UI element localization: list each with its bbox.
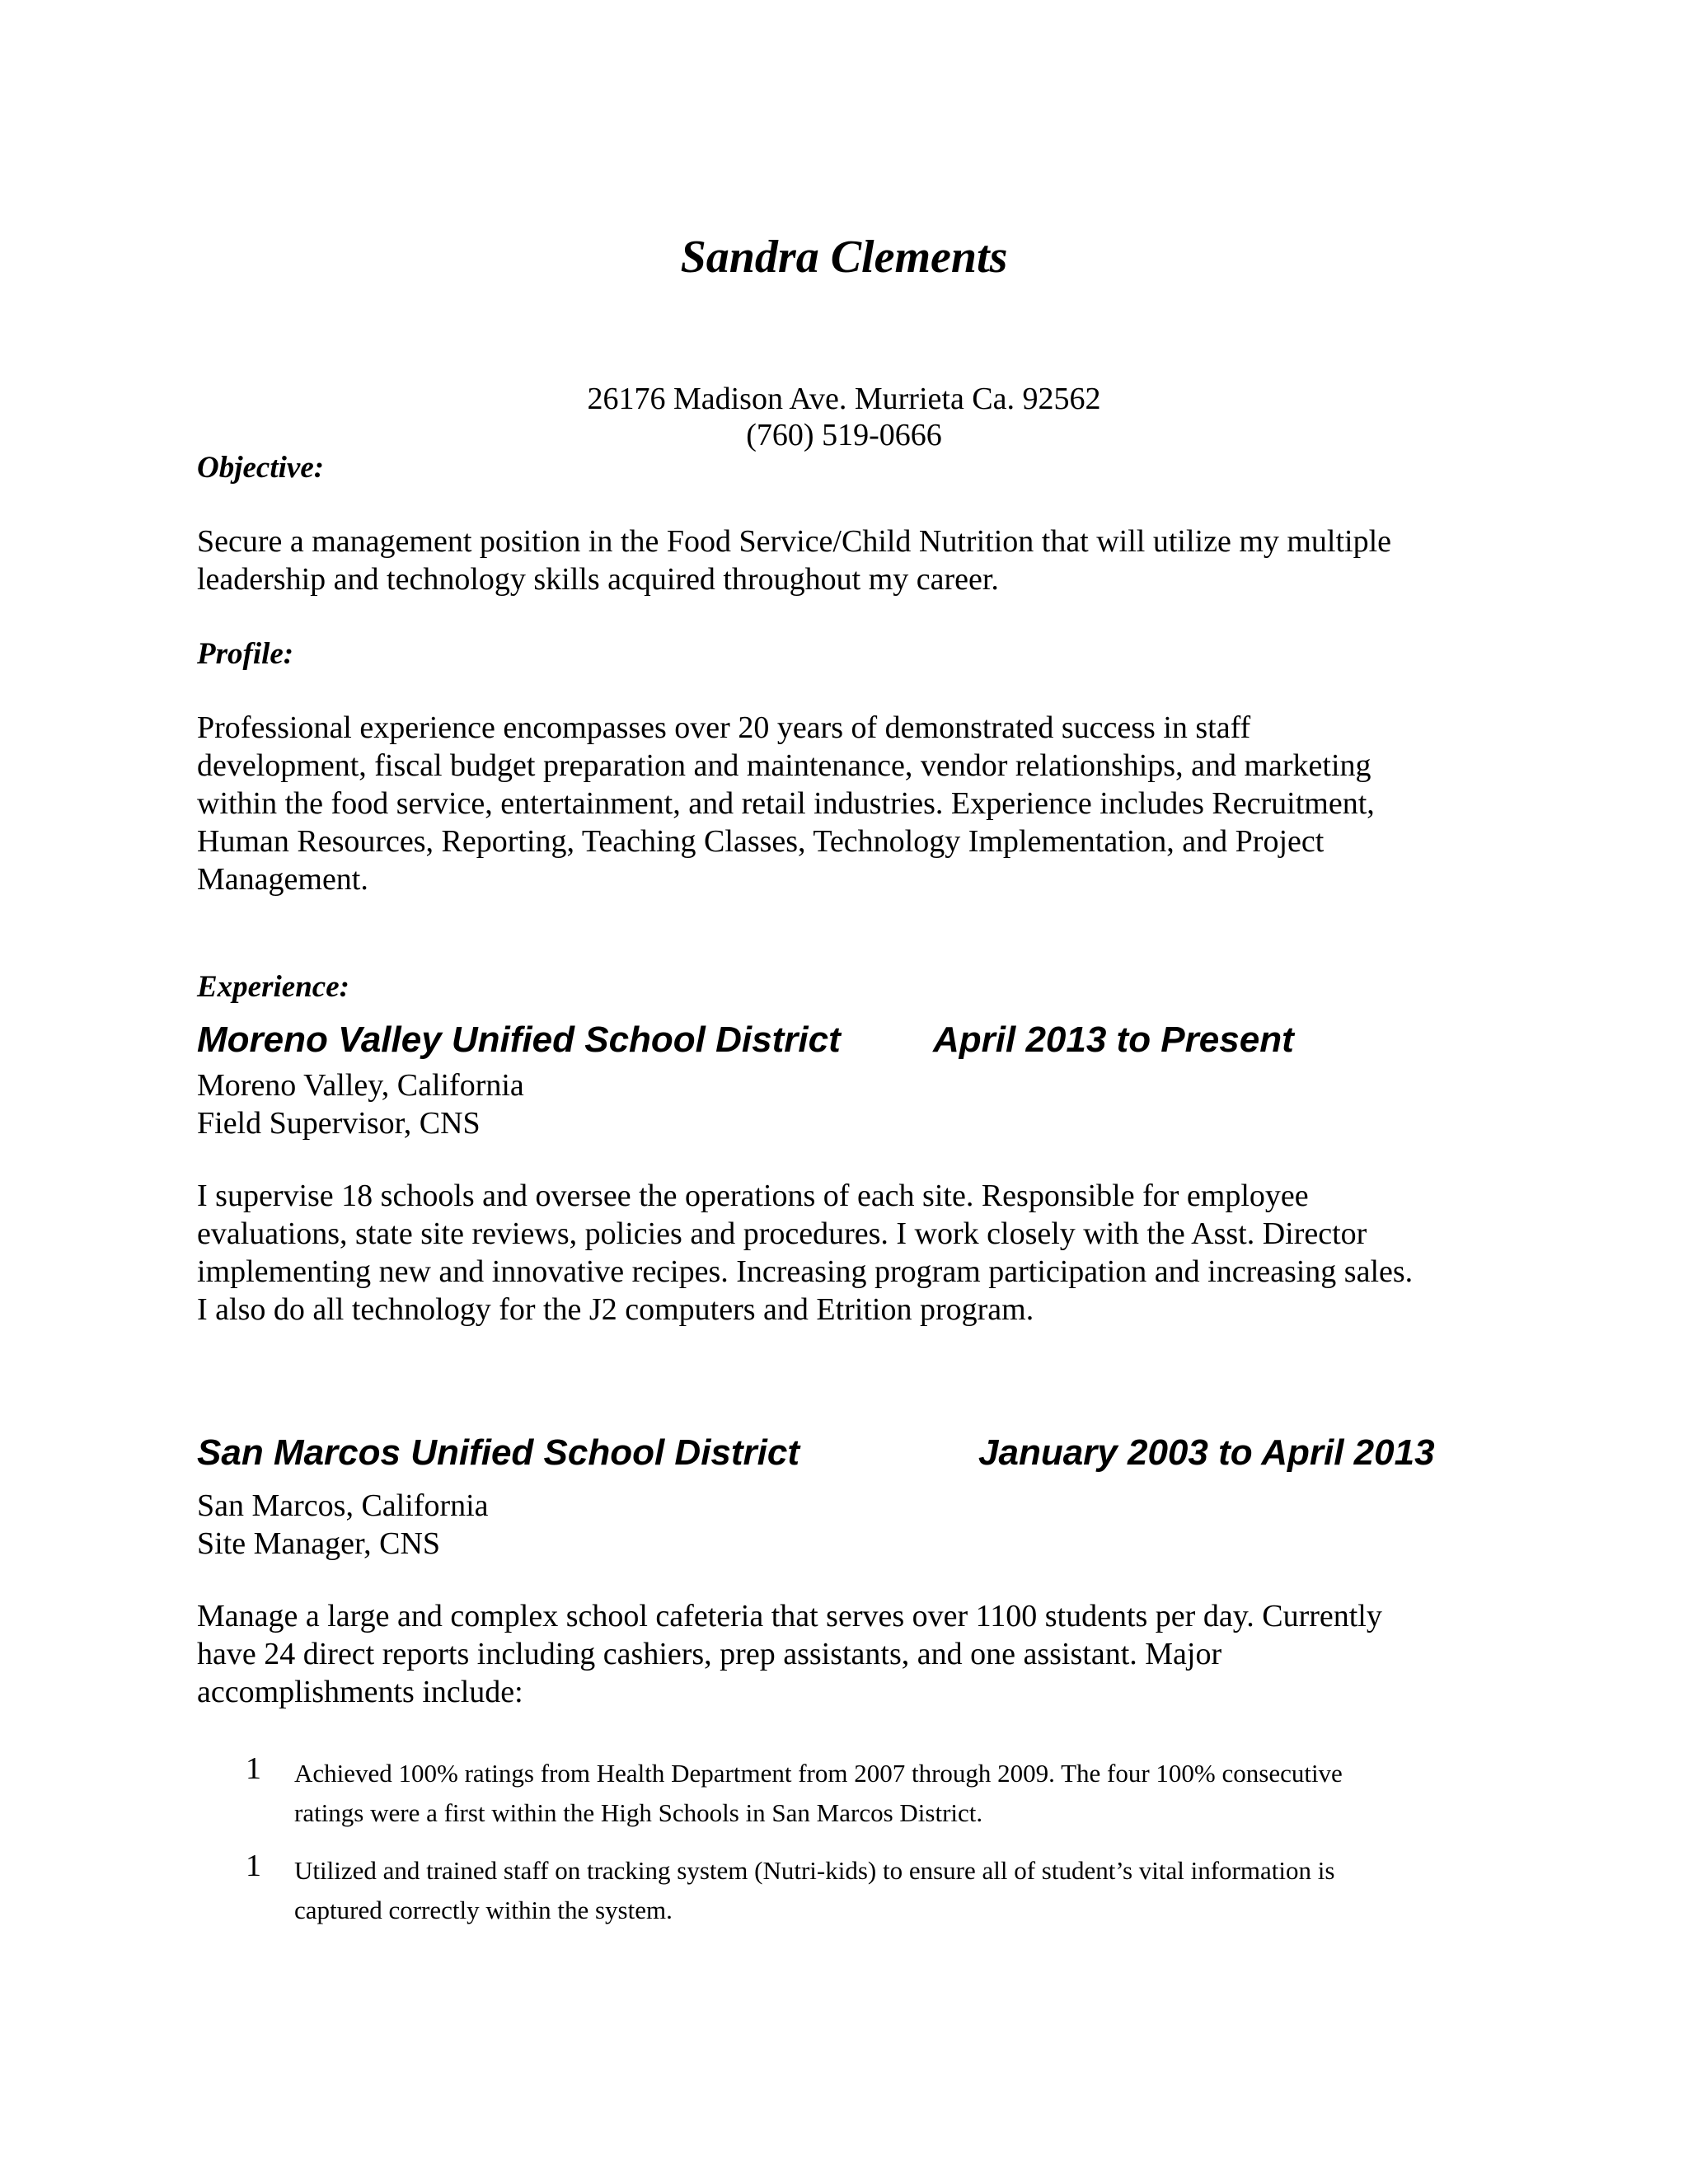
list-item-text [294,1851,1498,1930]
job-description-line: accomplishments include: [197,1675,523,1709]
profile-text [197,709,1483,898]
list-item-line: ratings were a first within the High Schools in San Marcos District. [294,1798,983,1827]
job-description-line: have 24 direct reports including cashiers, prep assistants, and one assistant. Major [197,1637,1222,1671]
job-organization: San Marcos Unified School District [197,1432,800,1473]
job-description-line: implementing new and innovative recipes. Increasing program participation and increasing sales. [197,1254,1414,1289]
job-description [197,1597,1483,1711]
job-location: Moreno Valley, California [197,1068,524,1103]
job-location: San Marcos, California [197,1488,489,1523]
list-marker: 1 [246,1751,261,1786]
profile-line: Management. [197,862,368,897]
address: 26176 Madison Ave. Murrieta Ca. 92562 [587,382,1101,416]
profile-line: development, fiscal budget preparation and maintenance, vendor relationships, and marketing [197,748,1372,783]
profile-heading: Profile: [197,637,294,671]
list-marker: 1 [246,1849,261,1883]
job-description-line: I supervise 18 schools and oversee the operations of each site. Responsible for employee [197,1179,1309,1213]
list-item-text [294,1754,1498,1833]
objective-line: Secure a management position in the Food Service/Child Nutrition that will utilize my multiple [197,524,1392,559]
job-description [197,1177,1483,1329]
job-title: Field Supervisor, CNS [197,1106,481,1141]
profile-line: Professional experience encompasses over 20 years of demonstrated success in staff [197,710,1251,745]
list-item-line: Achieved 100% ratings from Health Department from 2007 through 2009. The four 100% consecutive [294,1759,1343,1788]
job-title: Site Manager, CNS [197,1526,441,1561]
job-description-line: evaluations, state site reviews, policies and procedures. I work closely with the Asst. Director [197,1216,1367,1251]
experience-heading: Experience: [197,970,349,1004]
profile-line: within the food service, entertainment, and retail industries. Experience includes Recruitment, [197,786,1375,821]
list-item-line: Utilized and trained staff on tracking system (Nutri-kids) to ensure all of student’s vital information is [294,1856,1335,1885]
candidate-name: Sandra Clements [680,232,1008,283]
objective-heading: Objective: [197,451,325,485]
profile-line: Human Resources, Reporting, Teaching Classes, Technology Implementation, and Project [197,824,1325,859]
job-dates: January 2003 to April 2013 [978,1432,1435,1473]
objective-line: leadership and technology skills acquired throughout my career. [197,562,999,597]
job-dates: April 2013 to Present [933,1019,1294,1060]
phone-number: (760) 519-0666 [746,418,942,452]
list-item-line: captured correctly within the system. [294,1896,673,1924]
objective-text [197,523,1483,598]
job-description-line: I also do all technology for the J2 computers and Etrition program. [197,1292,1034,1327]
job-organization: Moreno Valley Unified School District [197,1019,841,1060]
job-description-line: Manage a large and complex school cafeteria that serves over 1100 students per day. Currently [197,1599,1382,1633]
